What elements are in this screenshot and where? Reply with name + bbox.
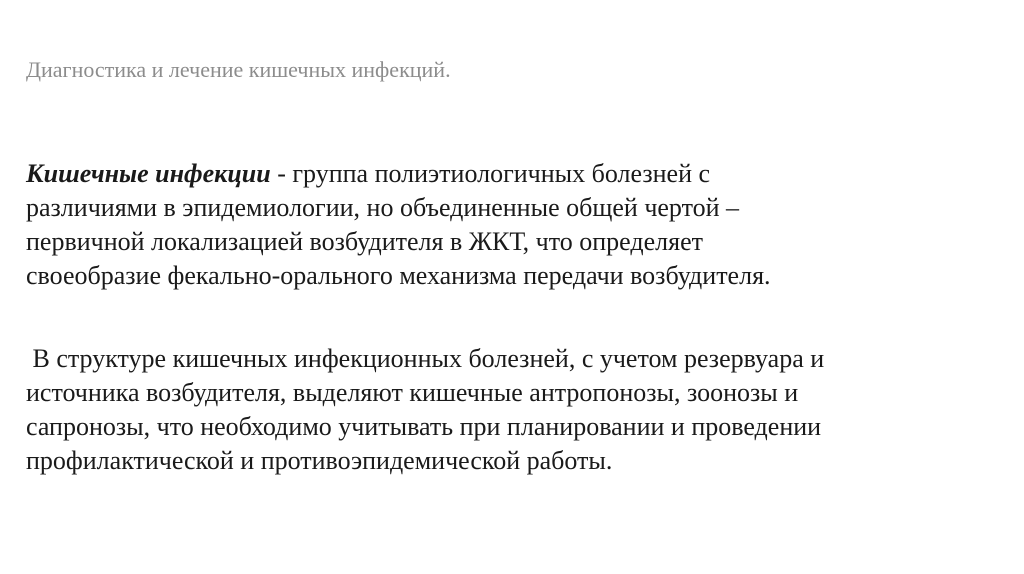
structure-paragraph <box>26 342 986 478</box>
paragraph-text: - группа полиэтиологичных болезней с <box>270 159 711 188</box>
paragraph-line: своеобразие фекально-орального механизма передачи возбудителя. <box>26 261 771 290</box>
definition-paragraph <box>26 157 986 293</box>
paragraph-line: сапронозы, что необходимо учитывать при планировании и проведении <box>26 412 822 441</box>
paragraph-line: В структуре кишечных инфекционных болезней, с учетом резервуара и <box>26 344 825 373</box>
paragraph-line: источника возбудителя, выделяют кишечные антропонозы, зоонозы и <box>26 378 799 407</box>
paragraph-line: профилактической и противоэпидемической работы. <box>26 446 613 475</box>
paragraph-line <box>26 157 986 191</box>
paragraph-line: первичной локализацией возбудителя в ЖКТ, что определяет <box>26 227 703 256</box>
slide-title: Диагностика и лечение кишечных инфекций. <box>26 57 451 82</box>
defined-term: Кишечные инфекции <box>26 159 271 188</box>
paragraph-line: различиями в эпидемиологии, но объединенные общей чертой – <box>26 193 740 222</box>
